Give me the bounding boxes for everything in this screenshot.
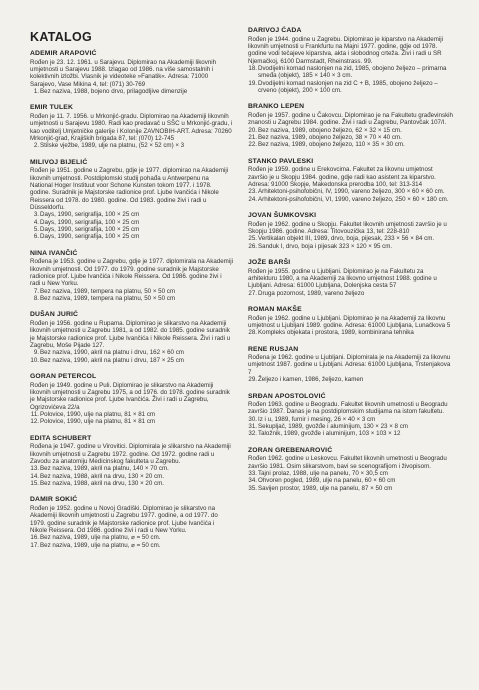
work-number: 35. <box>248 484 257 492</box>
work-description: Sanduk I, drvo, boja i pijesak 323 × 120 × 95 cm. <box>258 242 393 250</box>
artist-bio: Rođen je 23. 12. 1961. u Sarajevu. Diplomirao na Akademiji likovnih umjetnosti u Sarajevu 1988. Izlagao od 1986. na više samostalnih i kolektivnih izložbi. Vlasnik je videoteke »Fanatik«. Adresa: 71000 Sarajevo, Vase Mikina 4, tel: (071) 30-769 <box>30 58 217 88</box>
work-number: 27. <box>248 289 257 297</box>
work-number: 28. <box>248 329 257 337</box>
work-item <box>30 542 233 549</box>
work-item <box>248 416 453 423</box>
artist-entry <box>248 103 453 148</box>
work-item <box>248 376 453 383</box>
work-item <box>248 423 453 430</box>
artist-name: STANKO PAVLESKI <box>248 157 314 165</box>
artist-entry <box>30 496 233 549</box>
artist-bio: Rođen je 1949. godine u Puli. Diplomirao je slikarstvo na Akademiji likovnih umjetnosti u Zagrebu 1975, a od 1976. do 1978. godine suradnik je Majstorske radionice prof. Ljube Ivančića. Živi i radi u Zagrebu, Ogrizovićeva 22/a <box>30 381 230 411</box>
work-description: Željezo i kamen, 1986, željezo, kamen <box>258 376 364 384</box>
artist-bio: Rođena je 1953. godine u Zagrebu, gdje je 1977. diplomirala na Akademiji likovnih umjetnosti. Od 1977. do 1979. godine suradnik je Majstorske radionice prof. Ljube Ivančića i Nikole Reissera. Od 1986. godine živi i radi u New Yorku. <box>30 258 233 288</box>
artist-name: BRANKO LEPEN <box>248 103 305 111</box>
work-number: 22. <box>248 141 257 149</box>
artist-bio: Rođen 1963. godine u Beogradu. Fakultet likovnih umetnosti u Beogradu završio 1987. Danas je na postdiplomskim studijama na istom fakultetu. <box>248 401 448 416</box>
artist-bio: Rođen je 1957. godine u Čakovcu. Diplomirao je na Fakultetu građevinskih znanosti u Zagrebu 1984. godine. Živi i radi u Zagrebu, Pantovčak 107/I. <box>248 111 453 127</box>
work-number: 1. <box>33 87 39 95</box>
work-item <box>248 235 453 242</box>
work-number: 4. <box>33 218 39 226</box>
artist-name: JOVAN ŠUMKOVSKI <box>248 211 317 219</box>
left-column <box>30 50 233 558</box>
work-description: Savijen prostor, 1989, ulje na panelu, 87 × 50 cm <box>258 484 393 492</box>
artist-name: ZORAN GREBENAROVIĆ <box>248 446 333 454</box>
work-item <box>248 141 453 148</box>
work-description: Bez naziva, 1990, akril na platnu i drvu, 162 × 60 cm <box>40 349 184 357</box>
work-item <box>248 134 453 141</box>
work-description: Bez naziva, 1989, ulje na platnu, ⌀ = 50 cm. <box>40 534 161 542</box>
artist-bio: Rođen je 1952. godine u Novoj Gradiški. Diplomirao je slikarstvo na Akademiji likovnih umjetnosti u Zagrebu 1977. godine, a od 1977. do 1979. godine suradnik je Majstorske radionice prof. Ljube Ivančića i Nikole Reissera. Od 1986. godine živi i radi u New Yorku. <box>30 504 218 534</box>
work-item <box>30 411 233 418</box>
work-number: 14. <box>30 472 39 480</box>
works-list <box>248 376 453 383</box>
artist-name: ROMAN MAKŠE <box>248 305 302 313</box>
work-item <box>248 196 453 203</box>
artist-name: GORAN PETERCOL <box>30 372 97 380</box>
work-description: Tajni prolaz, 1988, ulje na panelu, 70 × 30,5 cm <box>258 470 388 478</box>
artist-name: DARIVOJ ĆADA <box>248 27 302 34</box>
works-list <box>248 470 453 492</box>
work-item <box>30 418 233 425</box>
work-item <box>248 329 453 336</box>
works-list <box>30 211 233 240</box>
work-description: Bez naziva, 1989, akril na platnu, 140 × 70 cm. <box>40 465 169 473</box>
artist-entry <box>248 259 453 297</box>
page-title: KATALOG <box>30 30 93 44</box>
artist-entry <box>30 250 233 303</box>
work-number: 8. <box>33 294 39 302</box>
work-description: Bez naziva, 1988, akril na drvu, 130 × 20 cm. <box>40 479 164 487</box>
artist-entry <box>248 447 453 492</box>
artist-bio: Rođen je 1956. godine u Rupama. Diplomirao je slikarstvo na Akademiji likovnih umjetnosti u Zagrebu 1981, a od 1982. do 1985. godine suradnik je Majstorske radionice prof. Ljube Ivančića i Nikole Reissera. Živi i radi u Zagrebu, Moše Pijade 127. <box>30 319 231 349</box>
work-description: Stilske vježbe, 1989, ulje na platnu, (52 × 52 cm) × 3 <box>40 142 185 150</box>
work-number: 9. <box>33 349 39 357</box>
work-description: Bez naziva, 1989, obojeno željezo, 38 × 70 × 40 cm. <box>258 133 402 141</box>
work-description: Dvodijelni komad naslonjen na zid C + B, 1985, obojeno željezo – crveno (objekt), 200 × 100 cm. <box>258 79 438 94</box>
work-number: 34. <box>248 477 257 485</box>
work-item <box>30 534 233 541</box>
work-description: Bez naziva, 1990, akril na platnu i drvu, 187 × 25 cm <box>40 356 184 364</box>
artist-entry <box>248 346 453 384</box>
artist-bio: Rođen je 1944. godine u Zagrebu. Diplomirao je kiparstvo na Akademiji likovnih umjetnosti u Frankfurtu na Majni 1977. godine, gdje od 1978. godine vodi tečajeve kiparstva, akta i slobodnog crteža. Živi i radi u SR Njemačkoj, 6100 Darmstadt, Rheinstrass. 99. <box>248 35 444 65</box>
work-description: Bez naziva, 1988, akril na drvu, 130 × 20 cm. <box>40 472 164 480</box>
work-description: Polovice, 1990, ulje na platnu, 81 × 81 cm <box>40 418 156 426</box>
work-description: Sekupljač, 1989, gvožđe i aluminijum, 130 × 23 × 8 cm <box>258 423 408 431</box>
work-item <box>248 430 453 437</box>
artist-bio: Rođen 1962. godine u Leskovcu. Fakultet likovnih umetnosti u Beogradu završio 1981. Osim slikarstvom, bavi se scenografijom i živopisom. <box>248 455 447 470</box>
work-number: 12. <box>30 418 39 426</box>
work-item <box>30 219 233 226</box>
work-description: Days, 1990, serigrafija, 100 × 25 cm <box>40 211 140 219</box>
work-description: Arhitektoni-psihofobični, VI, 1990, vareno željezo, 250 × 60 × 180 cm. <box>258 195 449 203</box>
right-column <box>248 27 453 501</box>
artist-name: EDITA SCHUBERT <box>30 434 92 442</box>
artist-name: DUŠAN JURIĆ <box>30 311 79 319</box>
artist-bio: Rođena je 1947. godine u Virovitici. Diplomirala je slikarstvo na Akademiji likovnih umjetnosti u Zagrebu 1972. godine. Od 1972. godine radi u Zavodu za anatomiju Medicinskog fakulteta u Zagrebu. <box>30 443 231 465</box>
work-description: Vertikalan objekt III, 1989, drvo, boja, pijesak, 233 × 56 × 84 cm. <box>258 235 435 243</box>
artist-entry <box>30 159 233 241</box>
work-description: Bez naziva, 1989, obojeno željezo, 62 × 32 × 15 cm. <box>258 126 402 134</box>
work-number: 33. <box>248 470 257 478</box>
work-description: Druga pozornost, 1989, vareno željezo <box>258 289 365 297</box>
works-list <box>30 288 233 303</box>
works-list <box>30 465 233 487</box>
work-item <box>30 480 233 487</box>
work-item <box>30 473 233 480</box>
work-description: Bez naziva, 1989, obojeno željezo, 110 × 35 × 30 cm. <box>258 141 405 149</box>
artist-entry <box>30 50 233 95</box>
artist-bio: Rođena je 1962. godine u Ljubljani. Diplomirala je na Akademiji za likovnu umjetnost 1987. godine u Ljubljani. Adresa: 61000 Ljubljana, Trstenjakova 7 <box>248 354 451 376</box>
artist-bio: Rođen je 1951. godine u Zagrebu, gdje je 1977. diplomirao na Akademiji likovnih umjetnosti. Postdiplomski studij pohađa u Antwerpenu na National Hoger Instituut voor Schone Kunsten tokom 1977. i 1978. godine. Suradnik je Majstorske radionice prof. Ljube Ivančića i Nikole Reissera od 1978. do 1980. godine. Od 1983. godine živi i radi u Düsseldorfu. <box>30 167 229 211</box>
works-list <box>248 329 453 336</box>
work-item <box>30 211 233 218</box>
work-item <box>30 88 233 95</box>
work-number: 21. <box>248 133 257 141</box>
work-number: 6. <box>33 233 39 241</box>
work-item <box>248 470 453 477</box>
work-number: 20. <box>248 126 257 134</box>
work-description: Ohvoren pogled, 1989, ulje na panelu, 60 × 60 cm <box>258 477 396 485</box>
work-item <box>248 188 453 195</box>
works-list <box>30 411 233 426</box>
work-number: 2. <box>33 142 39 150</box>
work-item <box>248 477 453 484</box>
works-list <box>248 235 453 250</box>
work-description: Days, 1990, serigrafija, 100 × 25 cm <box>40 225 140 233</box>
work-number: 31. <box>248 423 257 431</box>
work-description: Iz i u, 1989, furnir i mesing, 26 × 40 × 3 cm <box>258 415 376 423</box>
work-item <box>248 80 453 95</box>
work-number: 26. <box>248 242 257 250</box>
work-item <box>30 295 233 302</box>
work-item <box>30 288 233 295</box>
work-item <box>30 226 233 233</box>
work-number: 5. <box>33 225 39 233</box>
work-description: Dvodijelni komad naslonjen na zid, 1985, obojeno željezo – primarna smeđa (objekt), 185 × 140 × 3 cm. <box>258 64 447 80</box>
works-list <box>248 127 453 149</box>
work-item <box>248 243 453 250</box>
work-description: Days, 1990, serigrafija, 100 × 25 cm <box>40 218 140 226</box>
artist-entry <box>248 27 453 94</box>
artist-name: EMIR TULEK <box>30 104 74 112</box>
work-description: Kompleks objekata i prostora, 1989, kombinirana tehnika <box>258 329 414 337</box>
works-list <box>248 416 453 438</box>
work-description: Bez naziva, 1988, bojeno drvo, prilagodljive dimenzije <box>40 87 188 95</box>
artist-entry <box>248 306 453 337</box>
work-number: 11. <box>30 410 39 418</box>
artist-name: JOŽE BARŠI <box>248 258 291 266</box>
works-list <box>30 349 233 364</box>
work-number: 17. <box>30 541 39 549</box>
artist-name: DAMIR SOKIĆ <box>30 496 78 504</box>
work-item <box>30 349 233 356</box>
works-list <box>30 88 233 95</box>
artist-entry <box>30 435 233 488</box>
work-number: 7. <box>33 287 39 295</box>
artist-entry <box>30 373 233 426</box>
work-item <box>30 142 233 149</box>
work-number: 16. <box>30 534 39 542</box>
work-number: 29. <box>248 376 257 384</box>
work-description: Taložnik, 1989, gvožđe i aluminijum, 103 × 103 × 12 <box>258 430 401 438</box>
work-description: Days, 1990, serigrafija, 100 × 25 cm <box>40 233 140 241</box>
work-item <box>30 233 233 240</box>
work-number: 25. <box>248 235 257 243</box>
artist-entry <box>30 104 233 149</box>
work-number: 13. <box>30 465 39 473</box>
artist-entry <box>248 393 453 438</box>
work-number: 32. <box>248 430 257 438</box>
work-item <box>30 465 233 472</box>
works-list <box>248 65 453 94</box>
work-item <box>248 127 453 134</box>
artist-name: RENE RUSJAN <box>248 345 299 353</box>
artist-name: SRĐAN APOSTOLOVIĆ <box>248 392 326 400</box>
work-number: 15. <box>30 479 39 487</box>
work-number: 23. <box>248 188 257 196</box>
work-description: Bez naziva, 1989, ulje na platnu, ⌀ = 50 cm. <box>40 541 161 549</box>
work-number: 24. <box>248 195 257 203</box>
work-description: Bez naziva, 1989, tempera na platnu, 50 × 50 cm <box>40 294 176 302</box>
work-number: 10. <box>30 356 39 364</box>
artist-entry <box>248 212 453 250</box>
work-number: 30. <box>248 415 257 423</box>
artist-entry <box>30 311 233 364</box>
works-list <box>30 142 233 149</box>
work-number: 3. <box>33 211 39 219</box>
artist-bio: Rođen je 1959. godine u Erekovcima. Fakultet za likovnu umjetnost završio je u Skopju 1984. godine, gdje radi kao asistent za kiparstvo. Adresa: 91000 Skopje, Makedonska prerodba 100, tel: 313-314 <box>248 166 436 188</box>
work-number: 18. <box>248 64 257 72</box>
work-number: 19. <box>248 79 257 87</box>
artist-name: NINA IVANČIĆ <box>30 249 78 257</box>
work-description: Bez naziva, 1989, tempera na platnu, 50 × 50 cm <box>40 287 176 295</box>
artist-bio: Rođen je 1962. godine u Ljubljani. Diplomirao je na Akademiji za likovnu umjetnost u Ljubljani 1989. godine. Adresa: 61000 Ljubljana, Lunačkova 5 <box>248 314 451 329</box>
artist-name: MILIVOJ BIJELIĆ <box>30 158 88 166</box>
works-list <box>248 188 453 203</box>
artist-name: ADEMIR ARAPOVIĆ <box>30 50 97 57</box>
work-item <box>248 290 453 297</box>
artist-entry <box>248 158 453 203</box>
artist-bio: Rođen je 1962. godine u Skopju. Fakultet likovnih umjetnosti završio je u Skopju 1986. godine. Adresa: Titovouzička 13, tel: 228-810 <box>248 220 447 235</box>
work-item <box>248 485 453 492</box>
artist-bio: Rođen je 11. 7. 1956. u Mrkonjić-gradu. Diplomirao na Akademiji likovnih umjetnosti u Sarajevu 1980. Radi kao predavač u SŠC u Mrkonjić-gradu, i kao voditelj Umjetničke galerije i Kolonije ZAVNOBIH-ART. Adresa: 70260 Mrkonjić-grad, Krajiških brigada 87, tel: (070) 12-745 <box>30 112 233 142</box>
works-list <box>248 290 453 297</box>
artist-bio: Rođen je 1955. godine u Ljubljani. Diplomirao je na Fakultetu za arhitekturu 1980, a na Akademiji za likovno umjetnost 1988. godine u Ljubljani. Adresa: 61000 Ljubljana, Dolenjska cesta 57 <box>248 267 437 290</box>
work-item <box>30 357 233 364</box>
work-description: Arhitektoni-psihofobični, IV, 1990, vareno željezo, 300 × 60 × 60 cm. <box>258 188 445 196</box>
work-description: Polovice, 1990, ulje na platnu, 81 × 81 cm <box>40 410 156 418</box>
work-item <box>248 65 453 80</box>
works-list <box>30 534 233 549</box>
